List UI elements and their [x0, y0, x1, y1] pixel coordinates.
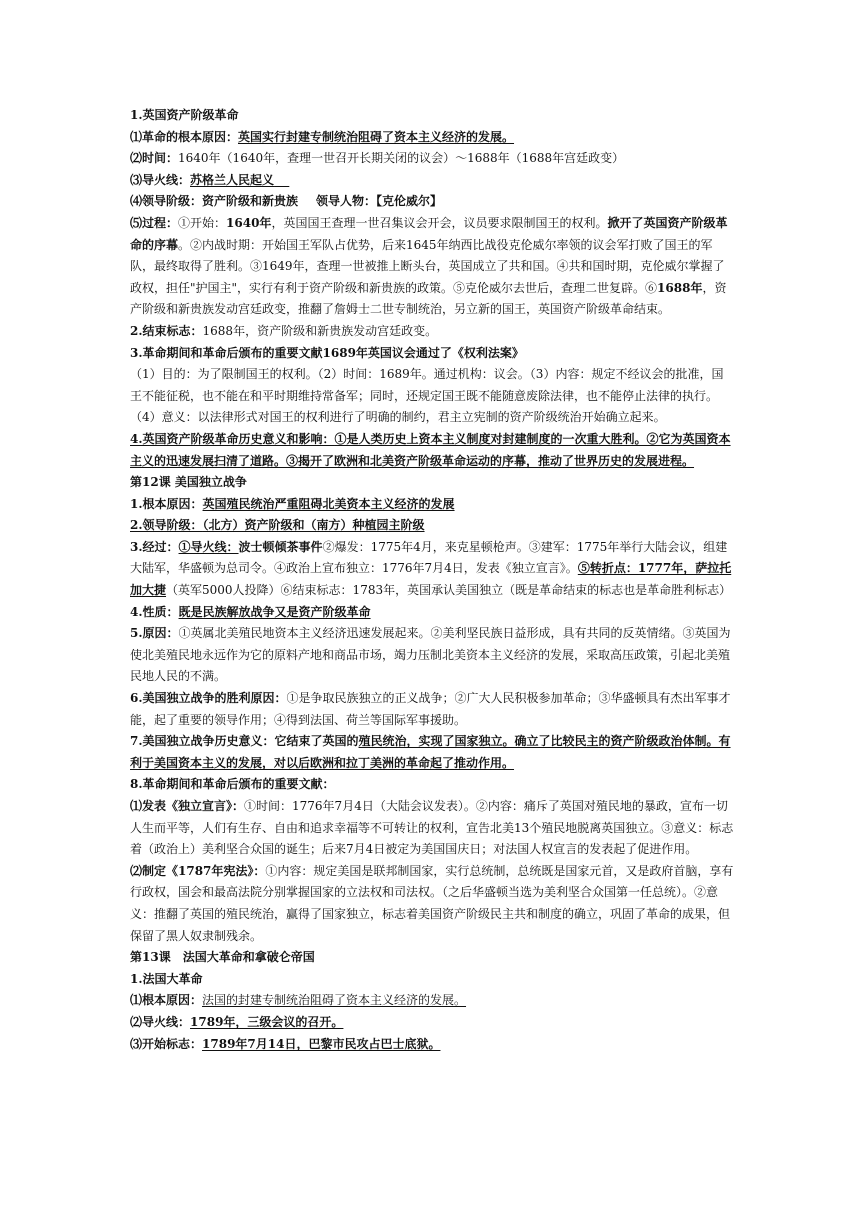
- underlined-text: 1789年，三级会议的召开。: [190, 1014, 344, 1029]
- paragraph: [130, 321, 734, 343]
- text: 领导人物：【克伦威尔】: [316, 194, 443, 209]
- underlined-text: 1789年7月14日，巴黎市民攻占巴士底狱。: [202, 1036, 441, 1051]
- text: ①是争取民族独立的正义战争；②广大人民积极参加革命；③华盛顿具有杰出军事才能，起了重要的领导作用；④得到法国、荷兰等国际军事援助。: [130, 691, 731, 727]
- paragraph: [130, 1034, 734, 1056]
- paragraph: [130, 688, 734, 731]
- lesson-heading: 第13课 法国大革命和拿破仑帝国: [130, 950, 315, 965]
- underlined-text: 既是民族解放战争又是资产阶级革命: [178, 604, 371, 619]
- label: ⑶导火线：: [130, 172, 191, 187]
- label: 4.英国资产阶级革命历史意义和影响：: [130, 431, 335, 446]
- label: 6.美国独立战争的胜利原因：: [130, 691, 287, 706]
- paragraph: [130, 127, 734, 149]
- label: ⑵导火线：: [130, 1014, 191, 1029]
- text: 1640年（1640年，查理一世召开长期关闭的议会）～1688年（1688年宫廷政变）: [178, 151, 625, 166]
- text: ①是人类历史上资本主义制度对封建制度的一次重大胜利。②它为英国资本主义的迅速发展扫清了道路。③揭开了欧洲和北美资产阶级革命运动的序幕，推动了世界历史的发展进程。: [130, 431, 731, 468]
- text: 1640年: [226, 215, 272, 230]
- paragraph: [130, 602, 734, 624]
- text: ⑤转折点：1777年，萨拉托加大捷: [130, 561, 732, 598]
- text: ，资产阶级和新贵族发动宫廷政变，推翻了詹姆士二世专制统治，另立新的国王，英国资产阶级革命结束。: [130, 280, 727, 317]
- paragraph: [130, 861, 734, 947]
- paragraph: [130, 213, 734, 321]
- text: ，英国国王查理一世召集议会开会，议员要求限制国王的权利。: [271, 215, 608, 230]
- label: ⑷领导阶级：资产阶级和新贵族: [130, 194, 299, 209]
- text: ①英属北美殖民地资本主义经济迅速发展起来。②美利坚民族日益形成，具有共同的反英情绪。③英国为使北美殖民地永远作为它的原料产地和商品市场，竭力压制北美资本主义经济的发展，采取高压政策，引起北美殖民地人民的不满。: [130, 626, 731, 684]
- text: 1688年: [657, 280, 703, 295]
- underlined-text: 英国殖民统治严重阻碍北美资本主义经济的发展: [202, 496, 455, 511]
- label: 1.根本原因：: [130, 496, 203, 511]
- underlined-text: 殖民统治，实现了国家独立。确立了比较民主的资产阶级政治体制。有利于美国资本主义的发展，对以后欧洲和拉丁美洲的革命起了推动作用。: [130, 734, 731, 770]
- section-heading: 1.英国资产阶级革命: [130, 108, 239, 122]
- label: 2.结束标志：: [130, 323, 203, 338]
- underlined-text: （北方）资产阶级和（南方）种植园主阶级: [202, 518, 425, 533]
- text: ②爆发：1775年4月，来克星顿枪声。③建军：1775年举行大陆会议，组建大陆军，华盛顿为总司令。④政治上宣布独立：1776年7月4日，发表《独立宣言》。: [130, 539, 728, 576]
- section-heading: 3.革命期间和革命后颁布的重要文献1689年英国议会通过了《权利法案》: [130, 345, 524, 360]
- text: （英军5000人投降）⑥结束标志：1783年，英国承认美国独立（既是革命结束的标志也是革命胜利标志）: [166, 583, 732, 598]
- paragraph: [130, 796, 734, 861]
- paragraph: [130, 494, 734, 516]
- paragraph: [130, 1012, 734, 1034]
- paragraph: [130, 191, 734, 213]
- paragraph: [130, 515, 734, 537]
- label: ⑴发表《独立宣言》：: [130, 799, 245, 813]
- section-heading: 1.法国大革命: [130, 971, 203, 986]
- paragraph: [130, 429, 734, 472]
- paragraph: [130, 990, 734, 1012]
- document-page: [130, 105, 734, 1055]
- label: 4.性质：: [130, 604, 179, 619]
- paragraph: [130, 731, 734, 774]
- label: ⑶开始标志：: [130, 1036, 203, 1051]
- text: ①时间：1776年7月4日（大陆会议发表）。②内容：痛斥了英国对殖民地的暴政，宣布一切人生而平等，人们有生存、自由和追求幸福等不可转让的权利，宣告北美13个殖民地脱离英国独立。③意义：标志着（政治上）美利坚合众国的诞生；后来7月4日被定为美国国庆日；对法国人权宣言的发表起了促进作用。: [130, 799, 734, 857]
- paragraph: [130, 537, 734, 602]
- label: ⑵时间：: [130, 151, 179, 166]
- underlined-text: 苏格兰人民起义: [190, 172, 275, 187]
- text: ①导火线：: [178, 539, 239, 554]
- paragraph: （1）目的：为了限制国王的权利。（2）时间：1689年。通过机构：议会。（3）内容：规定不经议会的批准，国王不能征税，也不能在和平时期维持常备军；同时，还规定国王既不能随意废除法律，也不能停止法律的执行。（4）意义：以法律形式对国王的权利进行了明确的制约，君主立宪制的资产阶级统治开始确立起来。: [130, 367, 724, 425]
- label: 7.美国独立战争历史意义：它结束了英国的: [130, 734, 359, 749]
- text: ①内容：规定美国是联邦制国家，实行总统制，总统既是国家元首，又是政府首脑，享有行政权，国会和最高法院分别掌握国家的立法权和司法权。（之后华盛顿当选为美利坚合众国第一任总统）。②意义：推翻了英国的殖民统治，赢得了国家独立，标志着美国资产阶级民主共和制度的确立，巩固了革命的成果，但保留了黑人奴隶制残余。: [130, 863, 734, 943]
- label: ⑵制定《1787年宪法》：: [130, 863, 266, 878]
- label: ⑴革命的根本原因：: [130, 129, 239, 144]
- section-heading: 8.革命期间和革命后颁布的重要文献：: [130, 777, 335, 792]
- text: 掀开了英国资产阶级革命的序幕: [130, 215, 728, 252]
- underlined-text: 法国的封建专制统治阻碍了资本主义经济的发展。: [202, 993, 467, 1008]
- label: 2.领导阶级：: [130, 518, 203, 533]
- text: 。②内战时期：开始国王军队占优势，后来1645年纳西比战役克伦威尔率领的议会军打败了国王的军队，最终取得了胜利。③1649年，查理一世被推上断头台，英国成立了共和国。④共和国时期，克伦威尔掌握了政权，担任"护国主"，实行有利于资产阶级和新贵族的政策。⑤克伦威尔去世后，查理二世复辟。⑥: [130, 237, 725, 295]
- paragraph: [130, 148, 734, 170]
- text: ①开始：: [178, 215, 227, 230]
- underlined-text: 英国实行封建专制统治阻碍了资本主义经济的发展。: [238, 129, 515, 144]
- text: 波士顿倾茶事件: [238, 539, 323, 554]
- label: ⑴根本原因：: [130, 993, 203, 1008]
- text: 1688年，资产阶级和新贵族发动宫廷政变。: [202, 323, 438, 338]
- paragraph: [130, 623, 734, 688]
- label: 5.原因：: [130, 626, 179, 641]
- paragraph: [130, 170, 734, 192]
- label: 3.经过：: [130, 539, 179, 554]
- lesson-heading: 第12课 美国独立战争: [130, 475, 247, 490]
- label: ⑸过程：: [130, 215, 179, 230]
